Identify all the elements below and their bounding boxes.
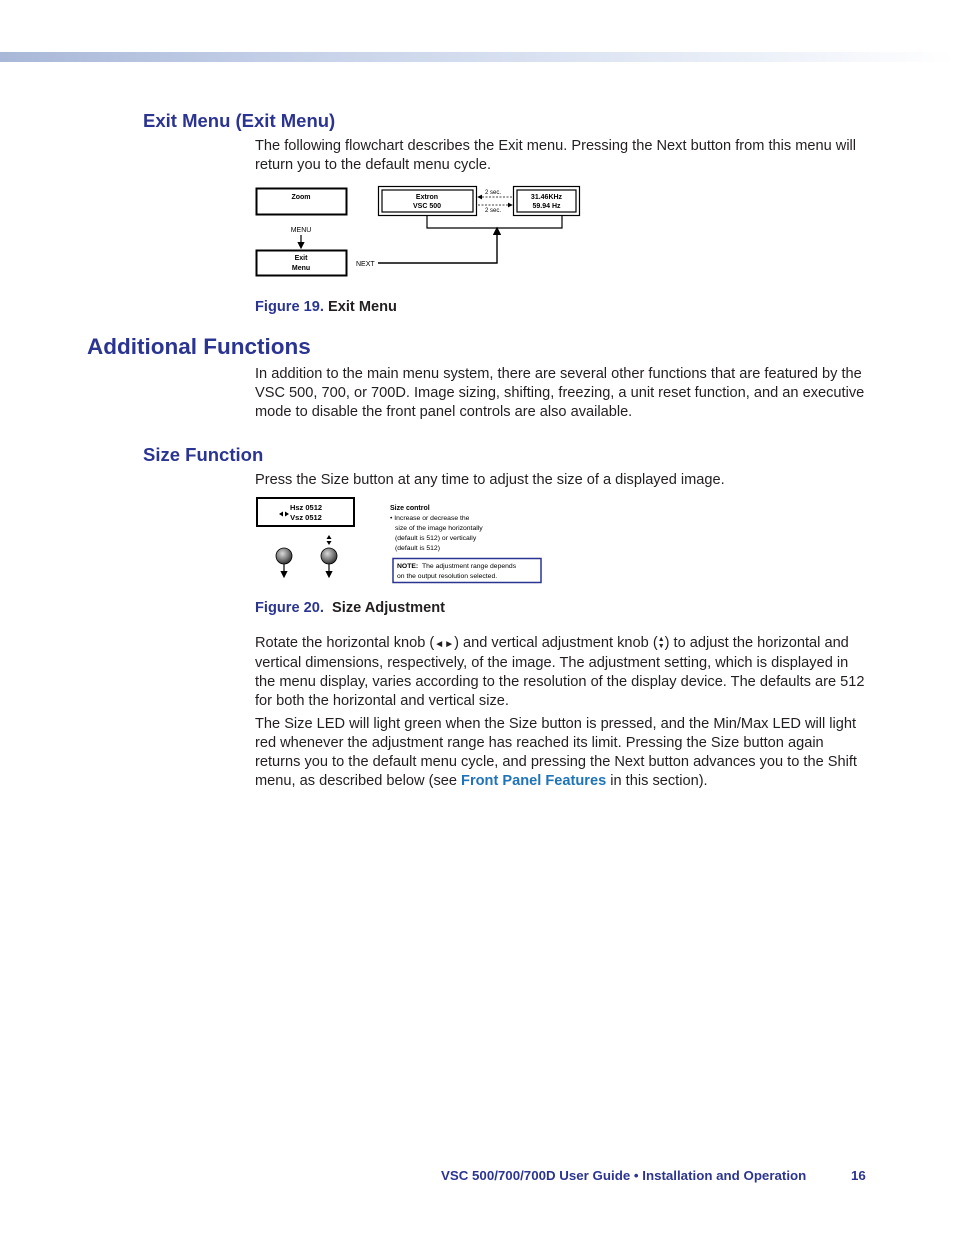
horizontal-knob: [276, 548, 292, 564]
size-knob-text-1: Rotate the horizontal knob (: [255, 635, 435, 651]
footer-title: VSC 500/700/700D User Guide • Installation and Operation: [441, 1168, 807, 1183]
size-led-text-1: The Size LED will light green when the Size button is pressed, and the Min/Max LED will light red whenever the adjustment range has reached its limit. Pressing the Size button again returns you to the default menu cycle, and pressing the Next button advances you to the Shift menu, as described below (see: [255, 716, 857, 789]
menu-label: MENU: [290, 227, 312, 234]
size-function-heading: Size Function: [143, 444, 264, 465]
figure-20-title: Size Adjustment: [332, 600, 446, 616]
cycle-bracket: [427, 216, 562, 228]
note-line2: on the output resolution selected.: [397, 573, 498, 580]
size-led-paragraph: [255, 715, 870, 791]
exit-box-line2: Menu: [291, 265, 311, 272]
extron-line2: VSC 500: [412, 203, 442, 210]
size-knob-text-2: ) and vertical adjustment knob (: [454, 635, 658, 651]
size-knob-paragraph: [255, 634, 870, 711]
size-function-intro: Press the Size button at any time to adjust the size of a displayed image.: [255, 472, 725, 488]
size-adjustment-diagram: [250, 494, 550, 586]
figure-20-caption: [255, 600, 445, 616]
figure-19-title: Exit Menu: [328, 299, 397, 315]
exit-menu-intro: The following flowchart describes the Exit menu. Pressing the Next button from this menu will return you to the default menu cycle.: [255, 138, 857, 173]
vertical-arrows-icon: [327, 535, 332, 545]
additional-functions-heading: Additional Functions: [87, 334, 311, 359]
size-control-title: Size control: [390, 505, 430, 512]
zoom-label: Zoom: [291, 194, 311, 201]
figure-19-number: Figure 19.: [255, 299, 324, 315]
footer-page-number: 16: [851, 1168, 866, 1183]
delay-bottom-label: 2 sec.: [485, 208, 502, 214]
lcd-vsz: Vsz 0512: [290, 513, 322, 522]
freq-line1: 31.46KHz: [530, 194, 563, 201]
size-knob-text-3: ) to adjust the horizontal and vertical dimensions, respectively, of the image. The adjustment setting, which is displayed in the menu display, varies according to the resolution of the display device. The defaults are 512 for both the horizontal and vertical size.: [255, 635, 865, 709]
vertical-knob: [321, 548, 337, 564]
lcd-hsz: Hsz 0512: [289, 503, 323, 512]
size-control-line4: (default is 512): [395, 545, 440, 552]
horizontal-knob-symbol-icon: ◄►: [434, 639, 455, 650]
additional-functions-intro: In addition to the main menu system, there are several other functions that are featured by the VSC 500, 700, or 700D. Image sizing, shifting, freezing, a unit reset function, and an executive mode to disable the front panel controls are also available.: [255, 366, 865, 420]
note-label: NOTE:: [397, 563, 419, 570]
next-path: [378, 228, 497, 263]
freq-line2: 59.94 Hz: [532, 203, 561, 210]
note-line1: The adjustment range depends: [422, 563, 517, 570]
size-control-line1: • Increase or decrease the: [390, 515, 470, 522]
exit-box-line1: Exit: [294, 255, 308, 262]
vertical-knob-symbol-icon: ▲ ▼: [657, 636, 665, 650]
extron-line1: Extron: [415, 194, 439, 201]
zoom-box: [257, 189, 347, 215]
exit-menu-heading: Exit Menu (Exit Menu): [143, 110, 336, 131]
delay-top-label: 2 sec.: [485, 190, 502, 196]
front-panel-features-link[interactable]: Front Panel Features: [461, 773, 607, 789]
header-gradient-bar: [0, 52, 954, 62]
figure-20-number: Figure 20.: [255, 600, 324, 616]
size-control-line3: (default is 512) or vertically: [395, 535, 477, 542]
size-control-line2: size of the image horizontally: [395, 525, 483, 532]
figure-19-caption: [255, 299, 397, 315]
size-led-text-2: in this section).: [606, 773, 708, 789]
exit-menu-flowchart: [250, 183, 590, 278]
next-label: NEXT: [356, 261, 375, 268]
